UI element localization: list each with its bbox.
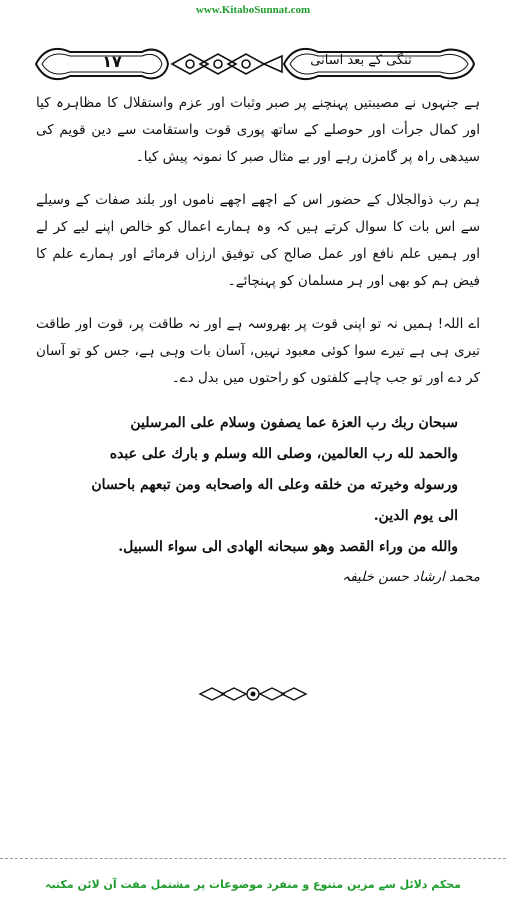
section-divider-ornament xyxy=(198,684,308,704)
page-number: ۱۷ xyxy=(102,52,122,71)
urdu-body xyxy=(36,90,480,392)
footer-tagline: محکم دلائل سے مزین متنوع و منفرد موضوعات پر مشتمل مفت آن لائن مکتبہ xyxy=(45,878,461,891)
author-signature: محمد ارشاد حسن خلیفہ xyxy=(342,569,480,585)
scan-edge-line xyxy=(0,858,506,859)
site-watermark: www.KitaboSunnat.com xyxy=(195,4,311,16)
paragraph: ہے جنہوں نے مصیبتیں پہنچنے پر صبر وثبات اور عزم واستقلال کا مظاہرہ کیا اور کمال جرأت اور حوصلے کے ساتھ پوری قوت واستقامت سے دین قویم کی سیدھی راہ پر گامزن رہے اور بے مثال صبر کا نمونہ پیش کیا۔ xyxy=(36,95,480,165)
arabic-line: سبحان ربك رب العزة عما يصفون وسلام على المرسلين xyxy=(130,415,458,431)
arabic-line: والحمد لله رب العالمين، وصلى الله وسلم و بارك على عبده xyxy=(109,446,458,462)
arabic-line: الى يوم الدين. xyxy=(373,508,458,524)
arabic-line: ورسوله وخيرته من خلقه وعلى اله واصحابه ومن تبعهم باحسان xyxy=(91,477,458,493)
paragraph: اے اللہ! ہمیں نہ تو اپنی قوت پر بھروسہ ہے اور نہ طاقت پر، قوت اور طاقت تیری ہی ہے تیرے سوا کوئی معبود نہیں، آسان بات وہی ہے، جس کو تو آسان کر دے اور تو جب چاہے کلفتوں کو راحتوں میں بدل دے۔ xyxy=(36,316,480,386)
center-knot-ornament xyxy=(172,54,282,74)
arabic-line: والله من وراء القصد وهو سبحانه الهادى الى سواء السبيل. xyxy=(118,539,458,555)
page-content xyxy=(36,90,480,585)
arabic-closing-prayer xyxy=(36,408,480,563)
page-header xyxy=(30,42,480,86)
running-title: تنگی کے بعد آسانی xyxy=(310,53,412,68)
paragraph: ہم رب ذوالجلال کے حضور اس کے اچھے اچھے ناموں اور بلند صفات کے وسیلے سے اس بات کا سوال کرتے ہیں کہ وہ ہمارے اعمال کو خالص اپنے لیے کر لے اور ہمیں علم نافع اور عمل صالح کی توفیق ارزاں فرمائے اور ہمارے علم کا فیض ہم کو بھی اور ہر مسلمان کو پہنچائے۔ xyxy=(36,192,480,289)
